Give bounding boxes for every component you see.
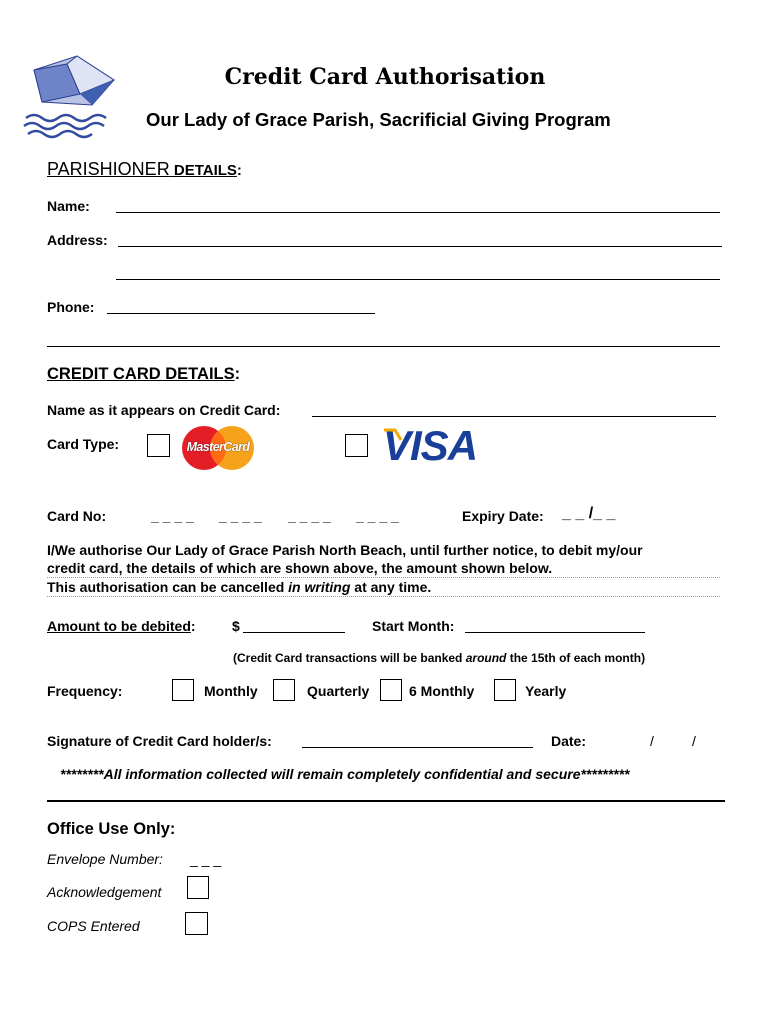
mastercard-checkbox[interactable] xyxy=(147,434,170,457)
parishioner-heading-small: DETAILS xyxy=(169,162,237,179)
form-title: Credit Card Authorisation xyxy=(224,64,546,90)
frequency-quarterly-checkbox[interactable] xyxy=(273,679,295,701)
authorisation-line-3 xyxy=(47,579,431,595)
parishioner-heading xyxy=(47,159,242,180)
date-separator-1: / xyxy=(650,733,654,749)
visa-accent-icon xyxy=(383,428,407,442)
cops-entered-label: COPS Entered xyxy=(47,918,140,934)
envelope-number-field[interactable]: _ _ _ xyxy=(190,851,222,867)
card-no-label: Card No: xyxy=(47,508,107,524)
card-heading xyxy=(47,365,240,384)
visa-checkbox[interactable] xyxy=(345,434,368,457)
frequency-yearly-label: Yearly xyxy=(525,683,567,699)
confidential-notice: ********All information collected will remain completely confidential and secure********* xyxy=(60,766,630,782)
address-label: Address: xyxy=(47,232,108,248)
amount-label-colon: : xyxy=(190,618,196,634)
name-on-card-label: Name as it appears on Credit Card: xyxy=(47,402,281,418)
banking-note-pre: (Credit Card transactions will be banked xyxy=(233,651,466,665)
authorisation-line-2: credit card, the details of which are shown above, the amount shown below. xyxy=(47,560,553,576)
parishioner-heading-main: PARISHIONER xyxy=(47,159,170,179)
card-heading-colon: : xyxy=(234,365,241,383)
dotted-rule-2 xyxy=(47,596,720,597)
card-no-group-3[interactable]: _ _ _ _ xyxy=(288,508,331,524)
cops-entered-checkbox[interactable] xyxy=(185,912,208,935)
name-on-card-field[interactable] xyxy=(312,416,716,417)
banking-note xyxy=(233,651,645,665)
authorisation-line-3-post: at any time. xyxy=(350,579,432,595)
amount-label-text: Amount to be debited xyxy=(47,618,191,634)
section-divider-line xyxy=(47,346,720,347)
frequency-yearly-checkbox[interactable] xyxy=(494,679,516,701)
signature-field[interactable] xyxy=(302,747,533,748)
frequency-monthly-checkbox[interactable] xyxy=(172,679,194,701)
date-separator-2: / xyxy=(692,733,696,749)
address-field-line1[interactable] xyxy=(118,246,722,247)
envelope-number-label: Envelope Number: xyxy=(47,851,163,867)
expiry-label: Expiry Date: xyxy=(462,508,544,524)
visa-logo: VISA xyxy=(383,422,478,469)
frequency-6monthly-label: 6 Monthly xyxy=(409,683,475,699)
card-no-group-2[interactable]: _ _ _ _ xyxy=(219,508,262,524)
date-label: Date: xyxy=(551,733,587,749)
signature-label: Signature of Credit Card holder/s: xyxy=(47,733,272,749)
mastercard-text: MasterCard xyxy=(186,440,250,454)
office-divider-line xyxy=(47,800,725,802)
amount-label xyxy=(47,618,196,634)
authorisation-line-3-italic: in writing xyxy=(288,579,351,595)
phone-label: Phone: xyxy=(47,299,95,315)
card-no-group-4[interactable]: _ _ _ _ xyxy=(356,508,399,524)
dotted-rule-1 xyxy=(47,577,720,578)
currency-symbol: $ xyxy=(232,618,240,634)
frequency-label: Frequency: xyxy=(47,683,123,699)
frequency-quarterly-label: Quarterly xyxy=(307,683,370,699)
acknowledgement-checkbox[interactable] xyxy=(187,876,209,899)
name-field[interactable] xyxy=(116,212,720,213)
form-subtitle: Our Lady of Grace Parish, Sacrificial Giving Program xyxy=(146,109,611,130)
name-label: Name: xyxy=(47,198,90,214)
start-month-field[interactable] xyxy=(465,632,645,633)
acknowledgement-label: Acknowledgement xyxy=(47,884,162,900)
frequency-6monthly-checkbox[interactable] xyxy=(380,679,402,701)
card-type-label: Card Type: xyxy=(47,436,120,452)
parishioner-heading-colon: : xyxy=(236,162,242,179)
phone-field[interactable] xyxy=(107,313,375,314)
office-heading: Office Use Only: xyxy=(47,820,176,838)
frequency-monthly-label: Monthly xyxy=(204,683,258,699)
card-heading-text: CREDIT CARD DETAILS xyxy=(47,365,235,383)
address-field-line2[interactable] xyxy=(116,279,720,280)
banking-note-italic: around xyxy=(465,651,507,665)
expiry-field[interactable]: _ _ /_ _ xyxy=(562,505,616,522)
authorisation-line-1: I/We authorise Our Lady of Grace Parish North Beach, until further notice, to debit my/our xyxy=(47,542,643,558)
banking-note-post: the 15th of each month) xyxy=(506,651,646,665)
start-month-label: Start Month: xyxy=(372,618,455,634)
card-no-group-1[interactable]: _ _ _ _ xyxy=(151,508,194,524)
authorisation-line-3-pre: This authorisation can be cancelled xyxy=(47,579,289,595)
amount-field[interactable] xyxy=(243,632,345,633)
